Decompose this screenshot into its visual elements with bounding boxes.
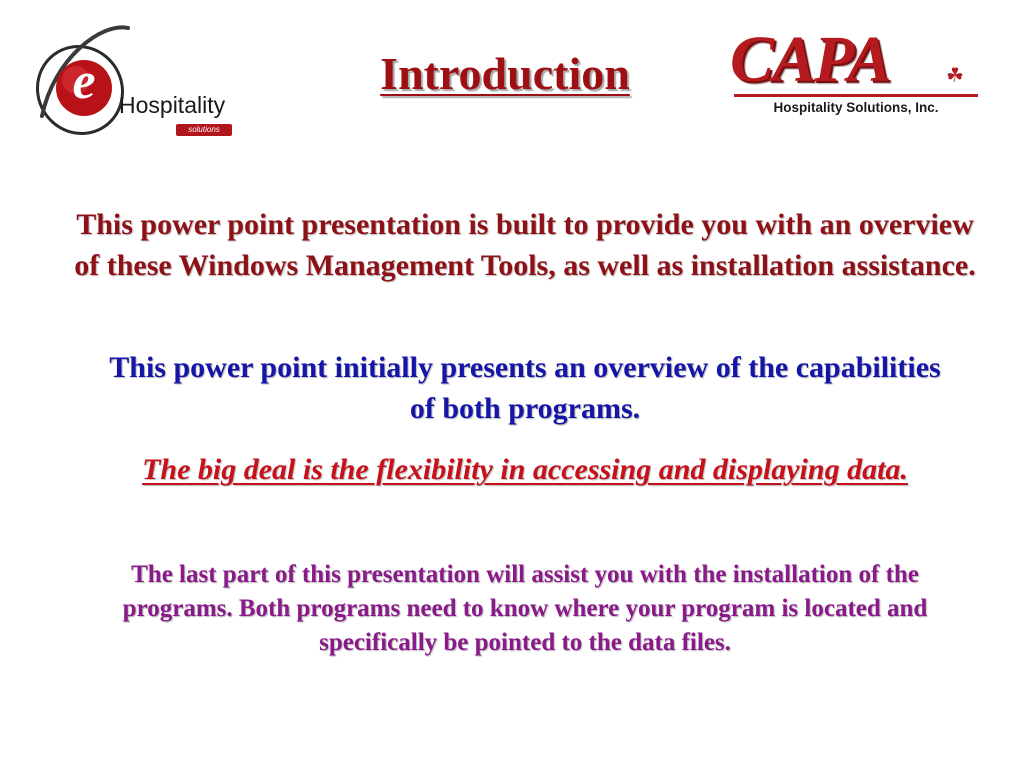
capa-wordmark: CAPA <box>730 23 890 96</box>
e-letter: e <box>72 53 96 110</box>
logo-word: Hospitality <box>119 92 226 118</box>
intro-paragraph: This power point presentation is built to provide you with an overview of these Windows Management Tools, as well as installation assistance. <box>74 208 976 282</box>
highlight-paragraph: The big deal is the flexibility in accessing and displaying data. <box>142 453 908 486</box>
maple-leaf-icon: ☘ <box>946 65 964 87</box>
installation-paragraph: The last part of this presentation will assist you with the installation of the programs. Both programs need to know where your program is located and specifically be pointed to the data files. <box>122 561 928 656</box>
capa-subtitle: Hospitality Solutions, Inc. <box>734 94 978 119</box>
logo-tag: solutions <box>176 124 232 136</box>
overview-paragraph: This power point initially presents an overview of the capabilities of both programs. <box>109 351 941 425</box>
capa-logo <box>728 23 984 122</box>
page-title: Introduction <box>380 48 630 99</box>
